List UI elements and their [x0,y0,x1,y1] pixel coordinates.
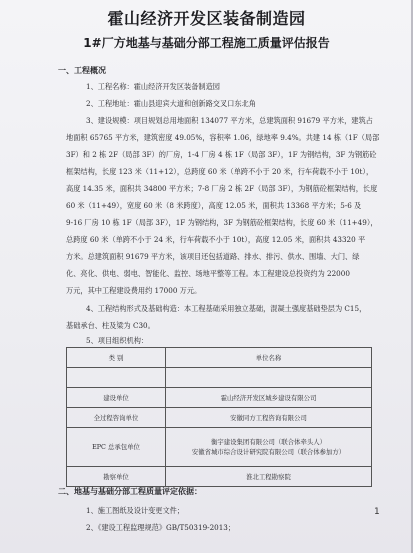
table-cell-unit [166,428,372,467]
table-cell-category [67,368,166,388]
table-header-category: 类 别 [67,348,166,368]
item-drawings: 1、施工图纸及设计变更文件； [86,506,185,515]
table-row [67,408,372,428]
item3-line: 高度 14.35 米，面积共 34800 平方米；7-8 厂房 2 栋 2F（局部 3F），为钢筋砼框架结构，长度 [66,184,378,193]
organization-table [66,347,372,487]
table-cell-category: 全过程咨询单位 [67,408,166,428]
table-cell-category: 勘察单位 [67,467,166,487]
item-standard: 2、《建设工程监理规范》GB/T50319-2013； [86,523,236,532]
table-cell-category: 建设单位 [67,388,166,408]
unit-line: 衡宇建设集团有限公司（联合体牵头人） [210,438,327,446]
item3-line: 3F）和 2 栋 2F（局部 3F）的厂房，1-4 厂房 4 栋 1F（局部 3F），1F 为钢结构，3F 为钢筋砼 [66,150,377,159]
table-header-unit: 单位名称 [166,348,372,368]
item4-line: 基础承台、柱及梁为 C30。 [66,321,155,330]
table-cell-category: EPC 总承包单位 [67,428,166,467]
table-cell-unit: 霍山经济开发区城乡建设有限公司 [166,388,372,408]
item4-line: 4、工程结构形式及基础构造：本工程基础采用独立基础，混凝土强度基础垫层为 C15， [86,304,367,313]
unit-line: 安徽省城市综合设计研究院有限公司（联合体参加方） [191,448,346,456]
table-cell-unit: 安徽同方工程咨询有限公司 [166,408,372,428]
table-row [67,467,372,487]
document-subtitle: 1#厂方地基与基础分部工程施工质量评估报告 [83,36,330,50]
table-cell-unit [166,368,372,388]
item3-line: 60 米（11+49），宽度 60 米（8 米跨度），高度 12.05 米，面积共 13368 平方米；5-6 及 [66,201,362,210]
table-row [67,368,372,388]
table-header-row [67,348,372,368]
item-project-name: 1、工程名称：霍山经济开发区装备制造园 [86,82,220,91]
section1-heading: 一、工程概况 [58,66,106,75]
table-row [67,428,372,467]
table-row [67,388,372,408]
section2-heading: 二、地基与基础分部工程质量评定依据： [58,487,202,496]
item3-line: 总跨度 60 米（单跨不小于 24 米，行车荷载不小于 10t），高度 12.05 米，面积共 43320 平 [66,235,366,244]
item3-line: 方米。总建筑面积 91679 平方米，该项目还包括道路、排水、排污、供水、围墙、大门、绿 [66,252,360,261]
item3-line: 万元，其中工程建设费用约 17000 万元。 [66,286,202,295]
item3-line: 9-16 厂房 10 栋 1F（局部 3F），1F 为钢结构，3F 为钢筋砼框架结构，长度 60 米（11+49）， [66,218,378,227]
item-project-address: 2、工程地址：霍山县迎宾大道和创新路交叉口东北角 [86,99,256,108]
document-title: 霍山经济开发区装备制造园 [107,9,306,28]
table-cell-unit: 淮北工程勘察院 [166,467,372,487]
item3-line: 3、建设规模：项目规划总用地面积 134077 平方米，总建筑面积 91679 平方米，建筑占 [86,116,373,125]
item3-line: 地面积 65765 平方米，建筑密度 49.05%，容积率 1.06，绿地率 9.4%。共建 14 栋（1F（局部 [66,133,380,142]
item3-line: 化、亮化、供电、弱电、智能化、监控、场地平整等工程。本工程建设总投资约为 22000 [66,269,350,278]
item3-line: 框架结构，长度 123 米（11+12），总跨度 60 米（单跨不小于 20 米，行车荷载不小于 10t）， [66,167,374,176]
item-organization: 5、项目组织机构： [86,336,149,345]
page-number: 1 [374,507,380,517]
